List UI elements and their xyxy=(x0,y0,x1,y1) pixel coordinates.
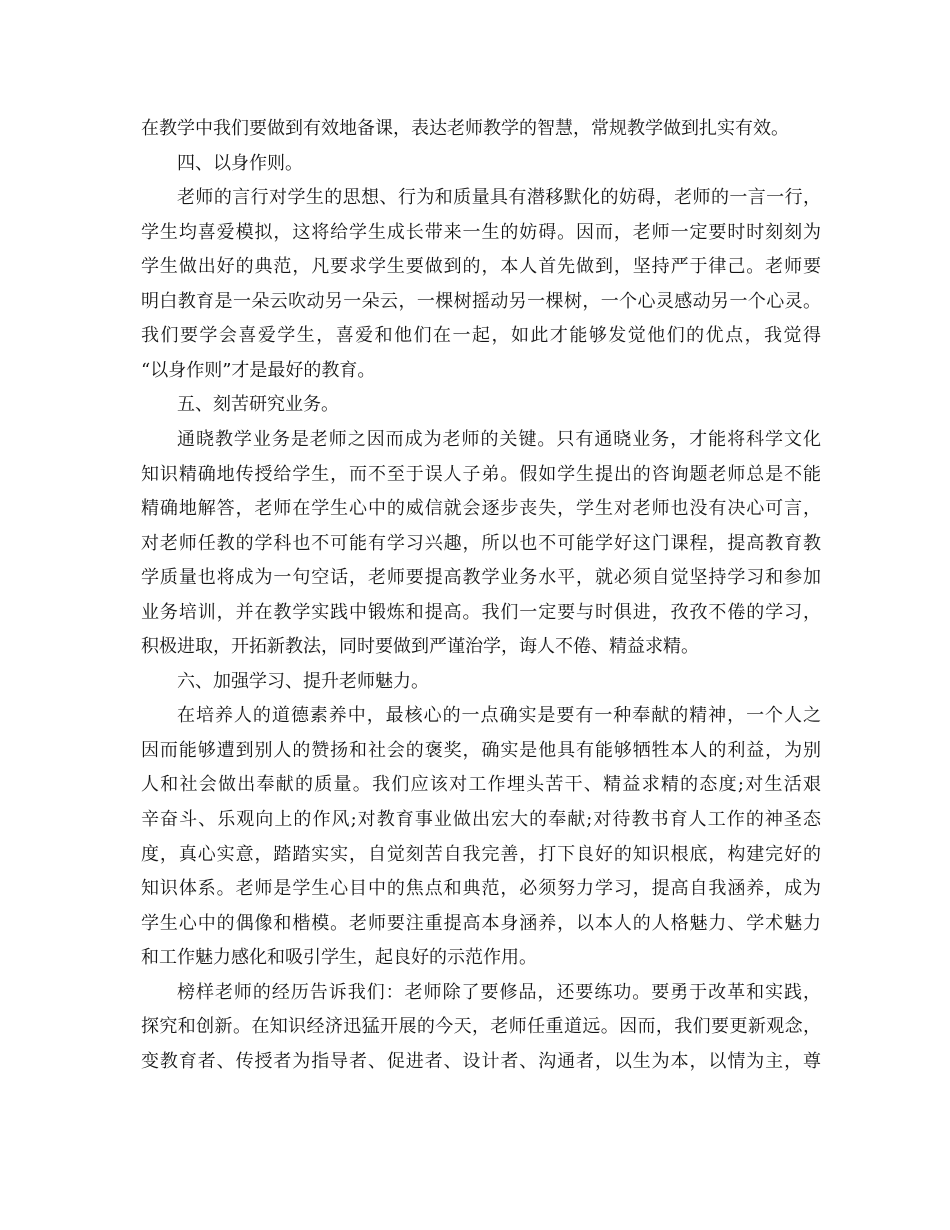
text-line: 知识精确地传授给学生，而不至于误人子弟。假如学生提出的咨询题老师总是不能 xyxy=(141,463,821,485)
text-line: 因而能够遭到别人的赞扬和社会的褒奖，确实是他具有能够牺牲本人的利益，为别 xyxy=(141,739,821,761)
paragraph-first-line: 五、刻苦研究业务。 xyxy=(177,394,339,416)
text-line: “以身作则”才是最好的教育。 xyxy=(141,359,376,381)
paragraph-first-line: 六、加强学习、提升老师魅力。 xyxy=(177,670,429,692)
text-line: 明白教育是一朵云吹动另一朵云，一棵树摇动另一棵树，一个心灵感动另一个心灵。 xyxy=(141,290,821,312)
text-line: 业务培训，并在教学实践中锻炼和提高。我们一定要与时俱进，孜孜不倦的学习， xyxy=(141,601,821,623)
text-line: 积极进取，开拓新教法，同时要做到严谨治学，诲人不倦、精益求精。 xyxy=(141,636,699,658)
text-line: 精确地解答，老师在学生心中的威信就会逐步丧失，学生对老师也没有决心可言， xyxy=(141,498,821,520)
paragraph-first-line: 在培养人的道德素养中，最核心的一点确实是要有一种奉献的精神，一个人之 xyxy=(177,705,821,727)
text-line: 学生做出好的典范，凡要求学生要做到的，本人首先做到，坚持严于律己。老师要 xyxy=(141,256,821,278)
text-line: 探究和创新。在知识经济迅猛开展的今天，老师任重道远。因而，我们要更新观念， xyxy=(141,1016,821,1038)
text-line: 度，真心实意，踏踏实实，自觉刻苦自我完善，打下良好的知识根底，构建完好的 xyxy=(141,843,821,865)
text-line: 学生均喜爱模拟，这将给学生成长带来一生的妨碍。因而，老师一定要时时刻刻为 xyxy=(141,221,821,243)
text-line: 在教学中我们要做到有效地备课，表达老师教学的智慧，常规教学做到扎实有效。 xyxy=(141,118,789,139)
text-line: 知识体系。老师是学生心目中的焦点和典范，必须努力学习，提高自我涵养，成为 xyxy=(141,878,821,900)
text-line: 人和社会做出奉献的质量。我们应该对工作埋头苦干、精益求精的态度;对生活艰 xyxy=(141,774,821,796)
text-line: 和工作魅力感化和吸引学生，起良好的示范作用。 xyxy=(141,947,537,969)
paragraph-first-line: 榜样老师的经历告诉我们：老师除了要修品，还要练功。要勇于改革和实践， xyxy=(177,981,821,1003)
text-line: 辛奋斗、乐观向上的作风;对教育事业做出宏大的奉献;对待教书育人工作的神圣态 xyxy=(141,809,821,830)
text-line: 学生心中的偶像和楷模。老师要注重提高本身涵养，以本人的人格魅力、学术魅力 xyxy=(141,912,821,934)
text-line: 我们要学会喜爱学生，喜爱和他们在一起，如此才能够发觉他们的优点，我觉得 xyxy=(141,325,821,347)
text-line: 学质量也将成为一句空话，老师要提高教学业务水平，就必须自觉坚持学习和参加 xyxy=(141,567,821,589)
paragraph-first-line: 四、以身作则。 xyxy=(177,152,303,174)
text-line: 变教育者、传授者为指导者、促进者、设计者、沟通者，以生为本，以情为主，尊 xyxy=(141,1050,821,1072)
text-line: 对老师任教的学科也不可能有学习兴趣，所以也不可能学好这门课程，提高教育教 xyxy=(141,532,821,554)
paragraph-first-line: 通晓教学业务是老师之因而成为老师的关键。只有通晓业务，才能将科学文化 xyxy=(177,428,821,450)
paragraph-first-line: 老师的言行对学生的思想、行为和质量具有潜移默化的妨碍，老师的一言一行， xyxy=(177,187,821,209)
